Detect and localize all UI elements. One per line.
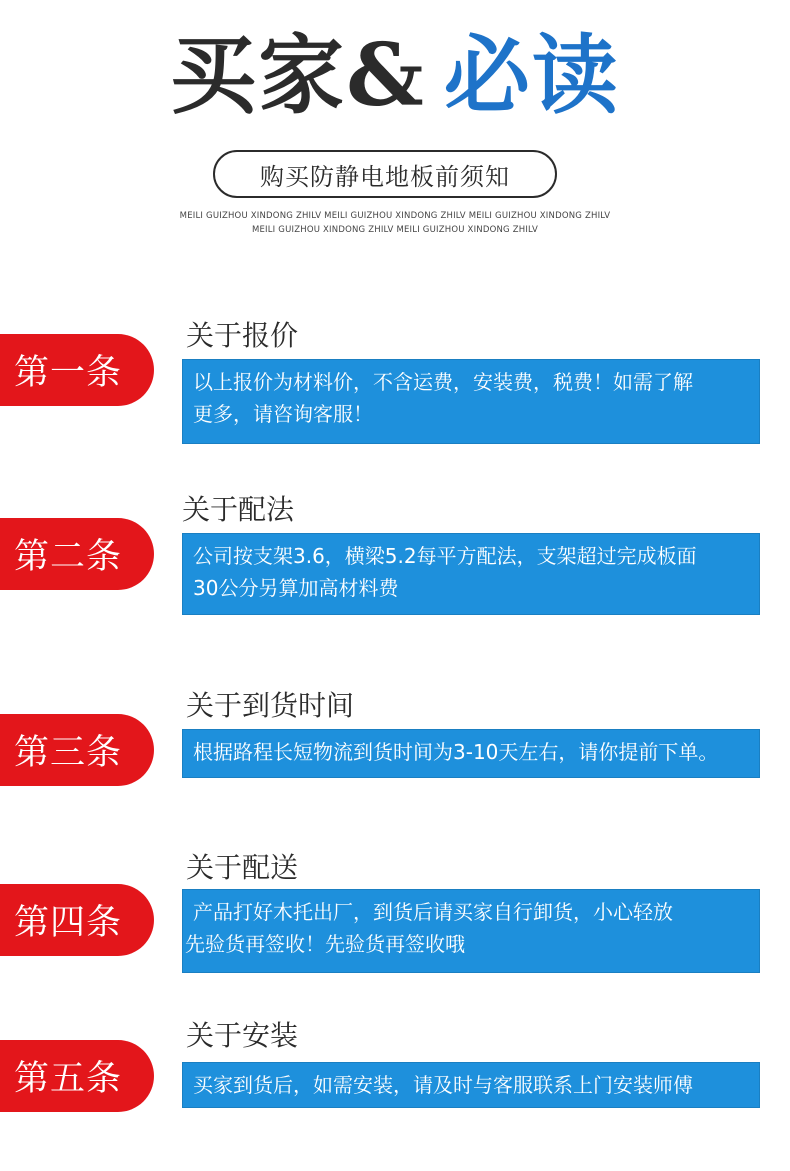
section-1-tag-label: 第一条 [14,353,123,393]
section-3-tag-label: 第三条 [14,733,123,773]
section-1-line-2: 更多，请咨询客服！ [193,402,373,426]
subtitle-pill [213,150,557,198]
section-2-heading: 关于配法 [182,493,295,526]
section-4-content [182,889,760,973]
subtitle-text: 购买防静电地板前须知 [260,162,510,191]
section-4-tag-label: 第四条 [14,903,123,943]
title-part-1: 买家& [170,25,426,126]
section-5-content [182,1062,760,1108]
section-3-content [182,729,760,778]
section-4-line-2: 先验货再签收！先验货再签收哦 [185,932,465,956]
decorative-caption-line-2: MEILI GUIZHOU XINDONG ZHILV MEILI GUIZHOU XINDONG ZHILV [251,225,539,235]
section-5-heading: 关于安装 [186,1019,299,1052]
section-5-line-1: 买家到货后，如需安装，请及时与客服联系上门安装师傅 [193,1073,693,1097]
section-3-line-1: 根据路程长短物流到货时间为3-10天左右，请你提前下单。 [193,740,719,764]
section-2-tag-label: 第二条 [14,537,123,577]
section-2-line-2: 30公分另算加高材料费 [193,576,399,600]
section-3-tag [0,714,154,786]
section-2-line-1: 公司按支架3.6，横梁5.2每平方配法，支架超过完成板面 [193,544,697,568]
section-1-content [182,359,760,444]
section-4-tag [0,884,154,956]
title-part-2: 必读 [443,25,620,126]
section-1-tag [0,334,154,406]
page-title [0,26,790,126]
section-3-heading: 关于到货时间 [186,689,355,722]
section-1-heading: 关于报价 [186,319,299,352]
section-5-tag [0,1040,154,1112]
section-2-content [182,533,760,615]
section-4-line-1: 产品打好木托出厂，到货后请买家自行卸货，小心轻放 [193,900,673,924]
section-4-heading: 关于配送 [186,851,299,884]
section-2-tag [0,518,154,590]
decorative-caption-line-1: MEILI GUIZHOU XINDONG ZHILV MEILI GUIZHOU XINDONG ZHILV MEILI GUIZHOU XINDONG ZHILV [179,211,611,221]
section-5-tag-label: 第五条 [14,1059,123,1099]
section-1-line-1: 以上报价为材料价，不含运费，安装费，税费！如需了解 [193,370,693,394]
